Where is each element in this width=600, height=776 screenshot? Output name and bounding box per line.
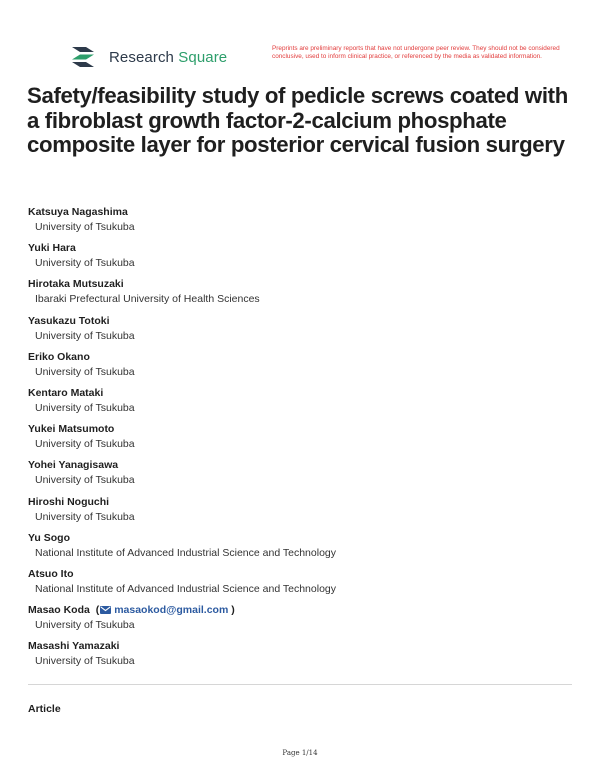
author-name: Yukei Matsumoto	[28, 423, 115, 436]
author-name-corresponding	[28, 603, 568, 618]
author-affiliation: University of Tsukuba	[35, 474, 135, 487]
brand-name	[109, 49, 227, 66]
author-email-link[interactable]: masaokod@gmail.com	[114, 604, 229, 617]
research-square-logo[interactable]	[72, 47, 227, 67]
email-wrapper: ( masaokod@gmail.com )	[95, 604, 235, 617]
author-affiliation: University of Tsukuba	[35, 221, 135, 233]
author-entry	[28, 422, 568, 458]
author-entry	[28, 205, 568, 241]
author-name: Yuki Hara	[28, 242, 76, 255]
author-entry	[28, 639, 568, 675]
author-affiliation: University of Tsukuba	[35, 619, 135, 632]
author-name: Yohei Yanagisawa	[28, 459, 119, 472]
author-affiliation: University of Tsukuba	[35, 655, 135, 668]
author-name: Hiroshi Noguchi	[28, 495, 110, 508]
author-entry	[28, 495, 568, 531]
preprint-disclaimer: Preprints are preliminary reports that have not undergone peer review. They should not be considered conclusive, used to inform clinical practice, or referenced by the media as validated information.	[272, 45, 560, 61]
author-affiliation: University of Tsukuba	[35, 257, 135, 270]
author-entry	[28, 567, 568, 603]
author-name: Katsuya Nagashima	[28, 206, 128, 218]
author-name: Atsuo Ito	[28, 567, 74, 580]
author-entry	[28, 458, 568, 494]
author-name: Hirotaka Mutsuzaki	[28, 278, 124, 291]
author-affiliation: University of Tsukuba	[35, 510, 135, 523]
author-name: Kentaro Mataki	[28, 386, 104, 399]
research-square-logo-icon	[72, 47, 102, 67]
author-entry	[28, 314, 568, 350]
author-name: Yasukazu Totoki	[28, 314, 110, 327]
author-affiliation: National Institute of Advanced Industrial Science and Technology	[35, 546, 337, 559]
brand-word-research: Research	[109, 48, 174, 66]
author-entry	[28, 531, 568, 567]
section-divider	[28, 684, 572, 685]
author-name: Masao Koda	[28, 604, 90, 617]
page-number: Page 1/14	[282, 749, 318, 757]
envelope-icon	[100, 606, 111, 614]
author-affiliation: Ibaraki Prefectural University of Health Sciences	[35, 293, 260, 306]
author-affiliation: University of Tsukuba	[35, 401, 135, 414]
brand-word-square: Square	[178, 48, 228, 66]
author-name: Masashi Yamazaki	[28, 640, 120, 653]
author-entry-corresponding	[28, 603, 568, 639]
author-entry	[28, 241, 568, 277]
paper-title: Safety/feasibility study of pedicle screws coated with a fibroblast growth factor-2-calcium phosphate composite layer for posterior cervical fusion surgery	[27, 83, 568, 157]
author-entry	[28, 277, 568, 313]
author-name: Eriko Okano	[28, 350, 90, 363]
author-affiliation: University of Tsukuba	[35, 329, 135, 342]
author-affiliation: University of Tsukuba	[35, 365, 135, 378]
author-affiliation: National Institute of Advanced Industrial Science and Technology	[35, 582, 337, 595]
author-affiliation: University of Tsukuba	[35, 438, 135, 451]
author-entry	[28, 350, 568, 386]
article-type-label: Article	[28, 703, 61, 715]
author-entry	[28, 386, 568, 422]
author-name: Yu Sogo	[28, 531, 70, 544]
author-list	[28, 205, 568, 675]
